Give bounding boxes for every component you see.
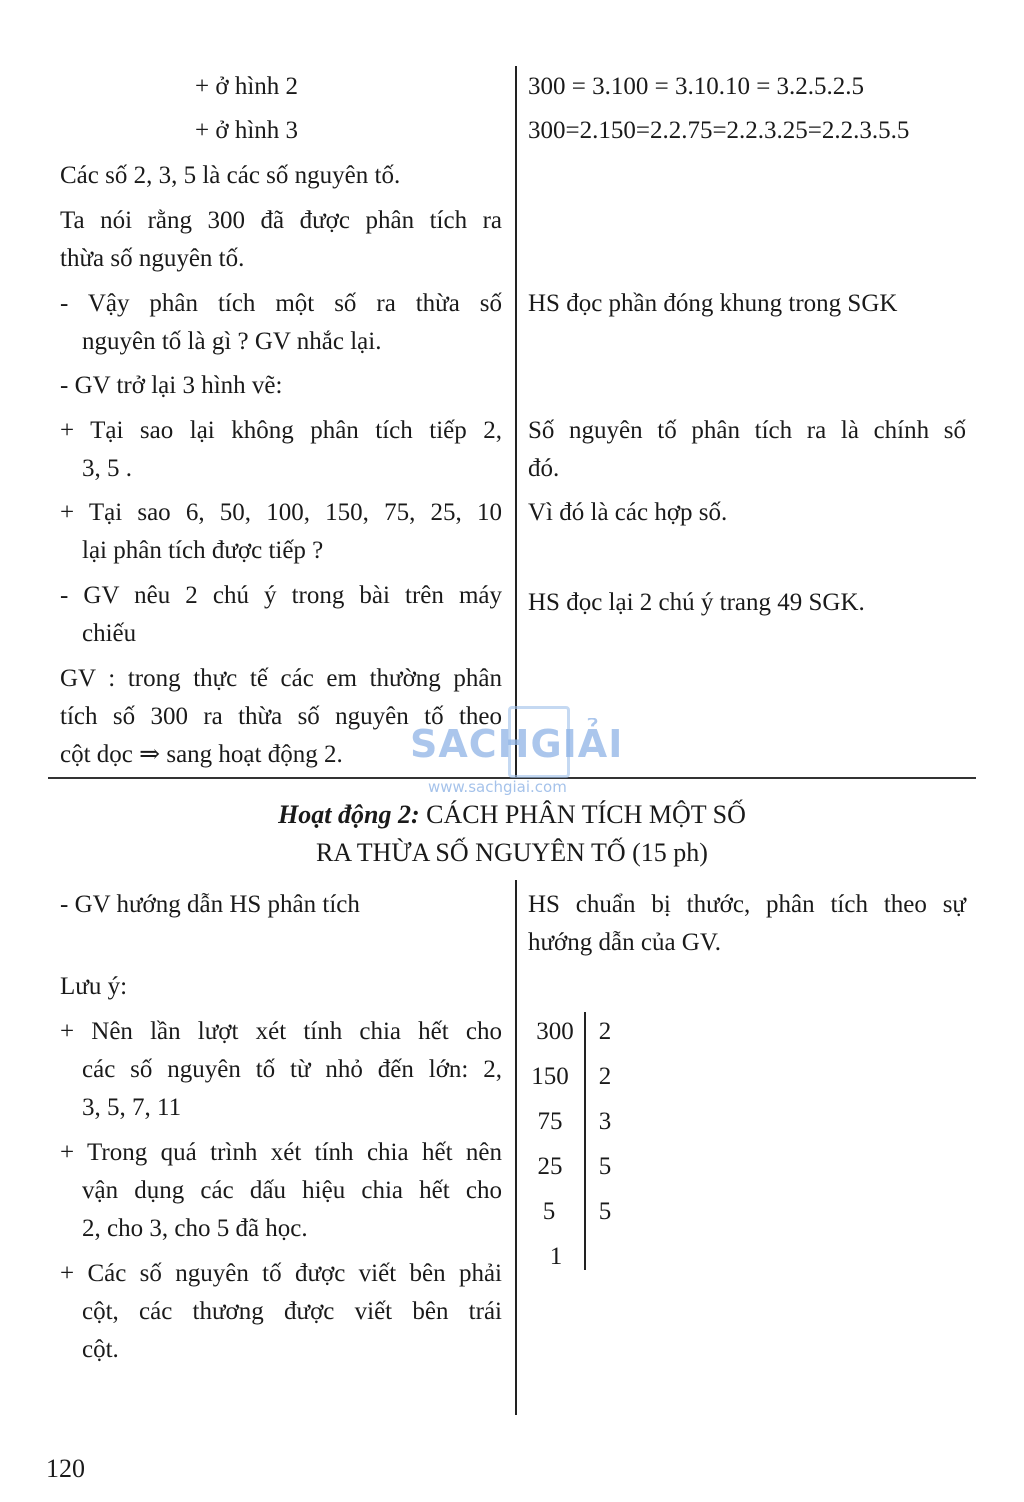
text-line: Ta nói rằng 300 đã được phân tích ra <box>60 207 502 234</box>
text-line: 3, 5 . <box>82 455 132 482</box>
column-divider-bottom <box>515 880 517 1415</box>
quotient-cell: 25 <box>537 1153 563 1180</box>
divisor-cell: 2 <box>598 1063 612 1090</box>
text-line: đó. <box>528 455 560 482</box>
text-line: Vì đó là các hợp số. <box>528 499 728 526</box>
quotient-cell: 75 <box>537 1108 563 1135</box>
watermark-logo <box>410 700 624 800</box>
quotient-cell: 1 <box>549 1243 563 1270</box>
text-line: + Tại sao 6, 50, 100, 150, 75, 25, 10 <box>60 499 502 526</box>
quotient-cell: 300 <box>536 1018 574 1045</box>
text-line: nguyên tố là gì ? GV nhắc lại. <box>82 328 382 355</box>
text-line: tích số 300 ra thừa số nguyên tố theo <box>60 703 502 730</box>
text-line: các số nguyên tố từ nhỏ đến lớn: 2, <box>82 1056 502 1083</box>
quotient-cell: 150 <box>531 1063 569 1090</box>
activity-heading-line1 <box>0 796 1024 834</box>
activity-label: Hoạt động 2: <box>278 800 420 829</box>
text-line: + ở hình 3 <box>195 117 299 144</box>
text-line: cột, các thương được viết bên trái <box>82 1298 502 1325</box>
text-line: + Tại sao lại không phân tích tiếp 2, <box>60 417 502 444</box>
text-line: chiếu <box>82 620 137 647</box>
column-divider-top <box>515 66 517 778</box>
text-line: vận dụng các dấu hiệu chia hết cho <box>82 1177 502 1204</box>
quotient-cell: 5 <box>542 1198 556 1225</box>
divisor-cell: 5 <box>598 1198 612 1225</box>
text-line: HS đọc lại 2 chú ý trang 49 SGK. <box>528 589 865 616</box>
equation-line: 300 = 3.100 = 3.10.10 = 3.2.5.2.5 <box>528 73 865 100</box>
text-line: - GV nêu 2 chú ý trong bài trên máy <box>60 582 502 609</box>
activity-title-part1: CÁCH PHÂN TÍCH MỘT SỐ <box>426 800 746 829</box>
divisor-cell: 5 <box>598 1153 612 1180</box>
watermark-url: www.sachgiai.com <box>428 778 567 796</box>
text-line: lại phân tích được tiếp ? <box>82 537 324 564</box>
equation-line: 300=2.150=2.2.75=2.2.3.25=2.2.3.5.5 <box>528 117 910 144</box>
text-line: Lưu ý: <box>60 973 128 1000</box>
text-line: 2, cho 3, cho 5 đã học. <box>82 1215 308 1242</box>
text-line: + Nên lần lượt xét tính chia hết cho <box>60 1018 502 1045</box>
text-line: - Vậy phân tích một số ra thừa số <box>60 290 502 317</box>
text-line: hướng dẫn của GV. <box>528 929 721 956</box>
text-line: + ở hình 2 <box>195 73 299 100</box>
text-line: + Trong quá trình xét tính chia hết nên <box>60 1139 502 1166</box>
text-line: cột dọc ⇒ sang hoạt động 2. <box>60 741 343 768</box>
text-line: 3, 5, 7, 11 <box>82 1094 182 1121</box>
divisor-cell: 2 <box>598 1018 612 1045</box>
text-line: - GV hướng dẫn HS phân tích <box>60 891 360 918</box>
text-line: HS chuẩn bị thước, phân tích theo sự <box>528 891 966 918</box>
text-line: Số nguyên tố phân tích ra là chính số <box>528 417 966 444</box>
page-number: 120 <box>46 1454 85 1483</box>
text-line: GV : trong thực tế các em thường phân <box>60 665 502 692</box>
activity-title-part2: RA THỪA SỐ NGUYÊN TỐ (15 ph) <box>316 838 708 867</box>
text-line: cột. <box>82 1336 119 1363</box>
text-line: thừa số nguyên tố. <box>60 245 245 272</box>
text-line: + Các số nguyên tố được viết bên phải <box>60 1260 502 1287</box>
text-line: - GV trở lại 3 hình vẽ: <box>60 372 283 399</box>
watermark-brand: SACHGIẢI <box>410 722 624 766</box>
text-line: HS đọc phần đóng khung trong SGK <box>528 290 898 317</box>
divisor-cell: 3 <box>598 1108 612 1135</box>
text-line: Các số 2, 3, 5 là các số nguyên tố. <box>60 162 401 189</box>
